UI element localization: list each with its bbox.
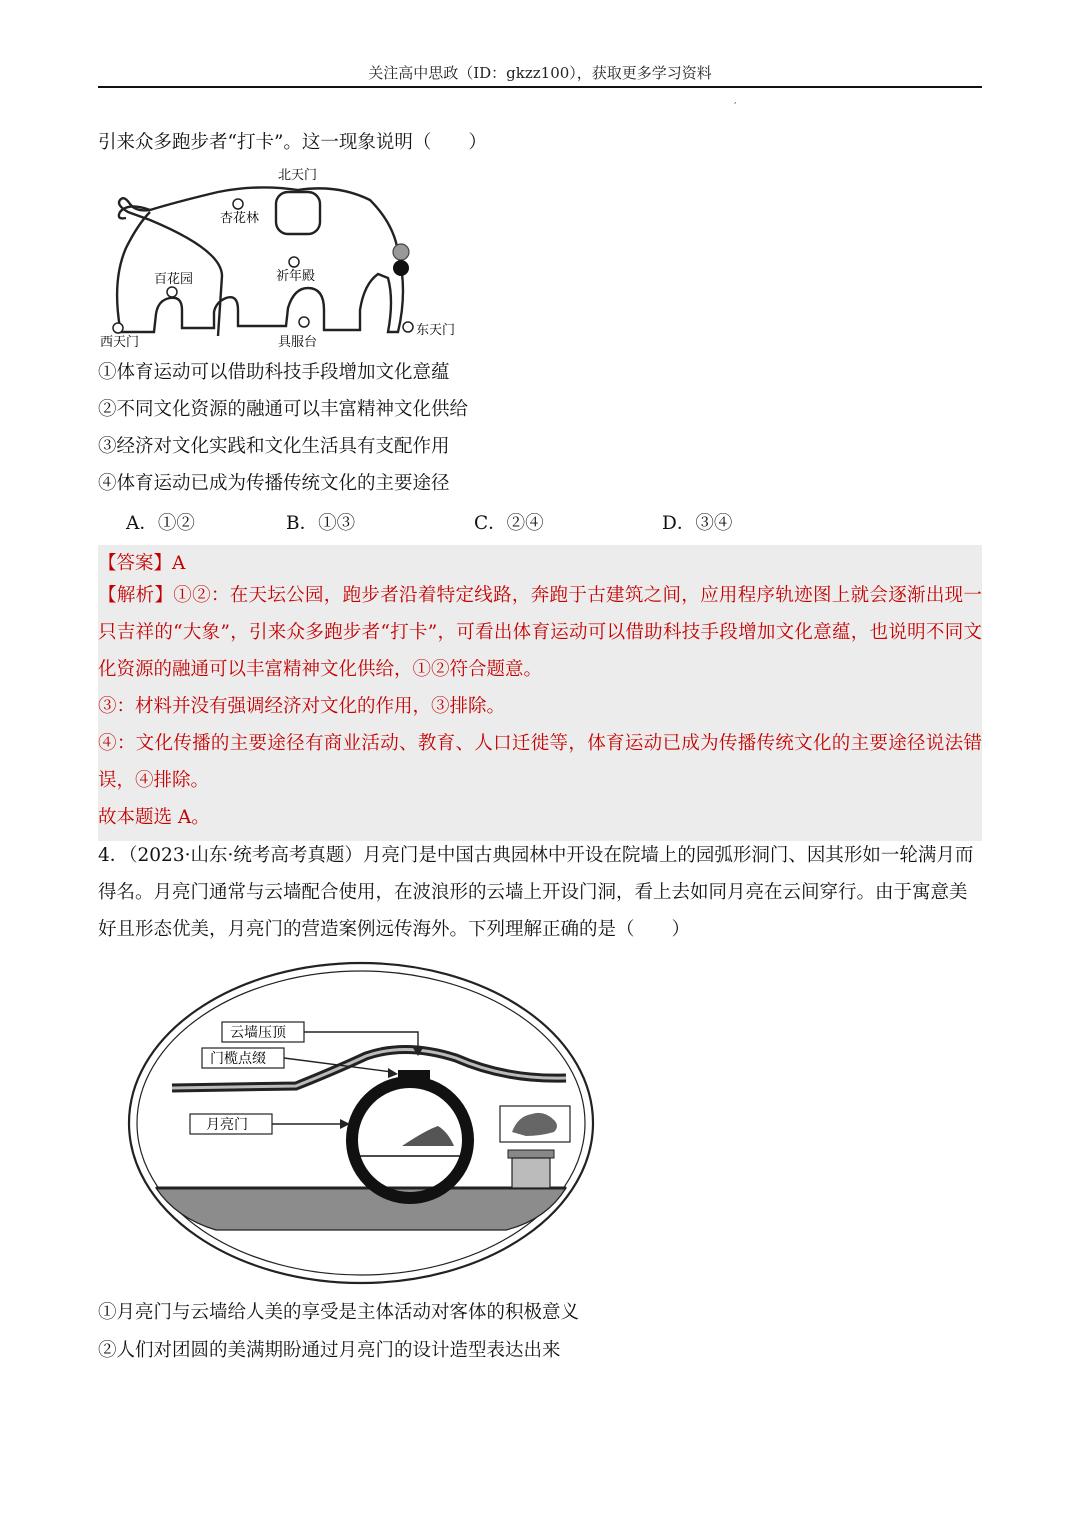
analysis-conclusion: 故本题选 A。 (98, 807, 210, 828)
option-a[interactable]: A．①② (126, 513, 195, 534)
marker-qinian (289, 257, 299, 267)
stray-mark: , (734, 96, 737, 105)
trunk-gray-dot (393, 244, 409, 260)
answer-analysis-box (98, 545, 982, 841)
trunk-black-dot (393, 260, 409, 276)
north-gate-loop (276, 192, 320, 234)
marker-jufutai (299, 317, 309, 327)
label-moon-gate: 月亮门 (206, 1117, 248, 1133)
analysis-paragraph-2: ③：材料并没有强调经济对文化的作用，③排除。 (98, 696, 506, 717)
q3-options (98, 509, 982, 535)
label-jufutai: 具服台 (278, 335, 318, 350)
bonsai-stand (512, 1158, 550, 1188)
moon-gate-diagram (126, 960, 596, 1290)
label-cloud-wall-top: 云墙压顶 (230, 1025, 286, 1041)
answer-line: 【答案】A (98, 553, 186, 574)
elephant-route-line (119, 187, 403, 336)
q4-statement-2: ②人们对团圆的美满期盼通过月亮门的设计造型表达出来 (98, 1340, 561, 1361)
option-d[interactable]: D．③④ (662, 513, 733, 534)
q3-stem-tail: 引来众多跑步者“打卡”。这一现象说明（ ） (98, 132, 487, 153)
marker-apricot (233, 199, 243, 209)
page-header: 关注高中思政（ID：gkzz100），获取更多学习资料 (368, 64, 712, 82)
elephant-route-map (98, 160, 478, 352)
q3-statement-3: ③经济对文化实践和文化生活具有支配作用 (98, 436, 450, 457)
marker-hundred-flower (167, 287, 177, 297)
label-north-gate: 北天门 (278, 168, 318, 183)
label-qinian: 祈年殿 (276, 269, 316, 284)
analysis-paragraph-1: 【解析】①②：在天坛公园，跑步者沿着特定线路，奔跑于古建筑之间，应用程序轨迹图上就会逐渐出现一只吉祥的“大象”，引来众多跑步者“打卡”，可看出体育运动可以借助科技手段增加文化意蕴，也说明不同文化资源的融通可以丰富精神文化供给，①②符合题意。 (98, 585, 982, 680)
q3-statement-2: ②不同文化资源的融通可以丰富精神文化供给 (98, 399, 469, 420)
label-apricot: 杏花林 (220, 211, 260, 226)
q3-statement-4: ④体育运动已成为传播传统文化的主要途径 (98, 473, 450, 494)
q4-stem: 4．（2023·山东·统考高考真题）月亮门是中国古典园林中开设在院墙上的园弧形洞门、因其形如一轮满月而得名。月亮门通常与云墙配合使用，在波浪形的云墙上开设门洞，看上去如同月亮在云间穿行。由于寓意美好且形态优美，月亮门的营造案例远传海外。下列理解正确的是（ ） (98, 845, 974, 940)
marker-east-gate (403, 322, 413, 332)
label-east-gate: 东天门 (416, 323, 456, 338)
q4-statement-1: ①月亮门与云墙给人美的享受是主体活动对客体的积极意义 (98, 1302, 580, 1323)
bonsai-pot (508, 1150, 554, 1158)
header-rule (98, 86, 982, 88)
option-c[interactable]: C．②④ (474, 513, 544, 534)
label-hundred-flower: 百花园 (154, 272, 194, 287)
label-door-lintel: 门榄点缀 (210, 1051, 266, 1067)
label-west-gate: 西天门 (100, 335, 140, 350)
option-b[interactable]: B．①③ (286, 513, 356, 534)
elephant-body-outline (117, 206, 150, 328)
q3-statement-1: ①体育运动可以借助科技手段增加文化意蕴 (98, 362, 450, 383)
marker-west-gate (113, 323, 123, 333)
ground-band (156, 1188, 566, 1230)
analysis-paragraph-3: ④：文化传播的主要途径有商业活动、教育、人口迁徙等，体育运动已成为传播传统文化的主要途径说法错误，④排除。 (98, 733, 982, 791)
